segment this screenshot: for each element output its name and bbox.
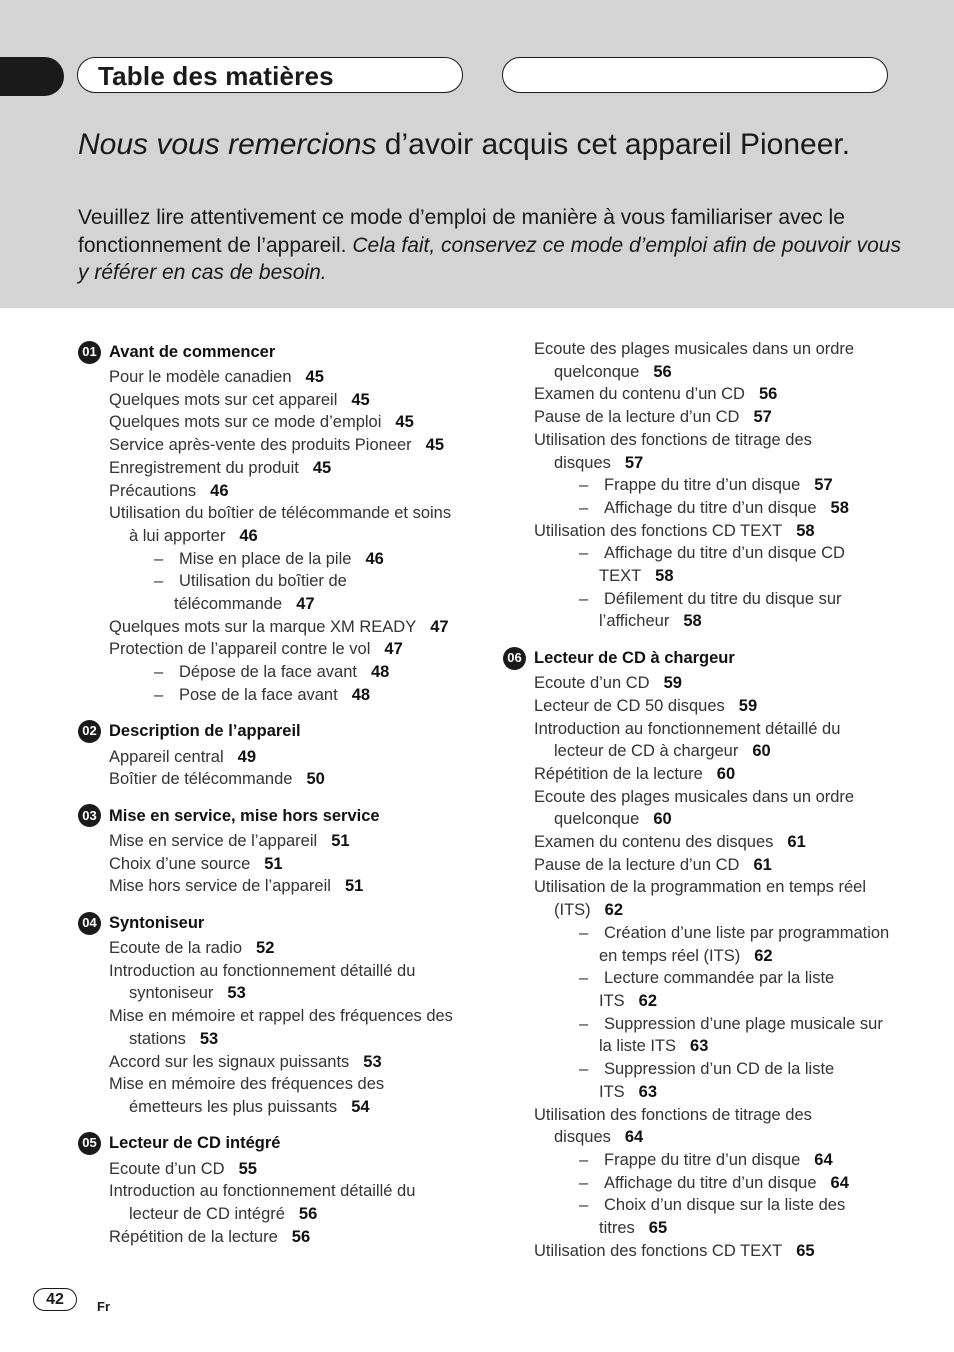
chapter-title: Syntoniseur: [109, 913, 205, 932]
entry-text: Examen du contenu d’un CD: [534, 385, 745, 404]
toc-entry: [78, 434, 458, 457]
entry-text: Mise en mémoire et rappel des fréquences des stations: [109, 1007, 453, 1048]
entry-text: Répétition de la lecture: [109, 1227, 278, 1246]
entry-text: Mise en mémoire des fréquences des émetteurs les plus puissants: [109, 1075, 385, 1116]
toc-entry: [503, 383, 893, 406]
toc-subentry: [503, 1172, 893, 1195]
toc-entry: [78, 638, 458, 661]
entry-text: Utilisation de la programmation en temps réel (ITS): [534, 878, 866, 920]
dash-bullet: –: [579, 969, 589, 988]
toc-chapter-02: [78, 720, 458, 791]
entry-page-number: 60: [752, 742, 771, 761]
toc-entry: [503, 786, 893, 831]
toc-subentry: [503, 588, 893, 633]
entry-text: Enregistrement du produit: [109, 458, 299, 477]
entry-page-number: 62: [604, 901, 624, 920]
toc-entry: [78, 768, 458, 791]
dash-bullet: –: [579, 589, 589, 608]
entry-text: Choix d’un disque sur la liste des titres: [599, 1196, 846, 1238]
toc-subentry: [503, 542, 893, 587]
toc-entry: [503, 854, 893, 877]
entry-page-number: 58: [796, 521, 815, 540]
entry-text: Affichage du titre d’un disque: [604, 1173, 817, 1192]
toc-entry: [503, 672, 893, 695]
dash-bullet: –: [579, 544, 589, 563]
entry-text: Service après-vente des produits Pioneer: [109, 436, 412, 455]
entry-text: Mise hors service de l’appareil: [109, 877, 331, 896]
dash-bullet: –: [579, 498, 589, 517]
entry-text: Précautions: [109, 481, 197, 500]
entry-page-number: 61: [753, 855, 772, 874]
entry-page-number: 53: [199, 1029, 219, 1048]
chapter-title: Lecteur de CD à chargeur: [534, 648, 735, 667]
entry-page-number: 63: [690, 1037, 709, 1056]
toc-entry: [78, 502, 458, 547]
entry-text: Quelques mots sur la marque XM READY: [109, 617, 417, 636]
entry-page-number: 45: [425, 436, 445, 455]
toc-subentry: [503, 1013, 893, 1058]
toc-subentry: [503, 1058, 893, 1103]
intro-plain: Veuillez lire attentivement ce mode d’emploi de manière à vous familiariser avec le fonctionnement de l’appareil.: [78, 206, 845, 257]
toc-subentry: [503, 497, 893, 520]
entry-page-number: 57: [753, 408, 772, 427]
toc-entry: [78, 1158, 458, 1181]
toc-chapter-04: [78, 911, 458, 1119]
entry-text: Appareil central: [109, 747, 224, 766]
page-number-badge: 42: [33, 1288, 77, 1311]
dash-bullet: –: [579, 1196, 589, 1215]
dash-bullet: –: [579, 476, 589, 495]
entry-text: Choix d’une source: [109, 854, 251, 873]
toc-subentry: [78, 661, 458, 684]
entry-page-number: 52: [256, 939, 275, 958]
entry-page-number: 51: [264, 854, 283, 873]
chapter-heading: [78, 804, 458, 828]
toc-entry: [503, 338, 893, 383]
toc-entry: [503, 406, 893, 429]
toc-entry: [78, 746, 458, 769]
entry-page-number: 63: [638, 1082, 658, 1101]
entry-page-number: 55: [238, 1159, 257, 1178]
toc-entry: [78, 1226, 458, 1249]
chapter-number-badge: 02: [78, 720, 101, 743]
entry-page-number: 62: [754, 946, 773, 965]
toc-left-column: [78, 338, 458, 1249]
toc-entry: [503, 763, 893, 786]
dash-bullet: –: [579, 1173, 589, 1192]
chapter-number-badge: 05: [78, 1132, 101, 1155]
entry-page-number: 45: [395, 413, 414, 432]
toc-subentry: [78, 548, 458, 571]
chapter-heading: [78, 340, 458, 364]
toc-entry: [78, 1005, 458, 1050]
toc-subentry: [503, 967, 893, 1012]
chapter-number-badge: 04: [78, 912, 101, 935]
entry-page-number: 46: [365, 549, 384, 568]
entry-page-number: 65: [796, 1241, 815, 1260]
entry-text: Création d’une liste par programmation en temps réel (ITS): [599, 923, 890, 965]
entry-page-number: 51: [331, 831, 350, 850]
entry-page-number: 56: [298, 1205, 318, 1224]
entry-text: Accord sur les signaux puissants: [109, 1052, 350, 1071]
entry-text: Répétition de la lecture: [534, 764, 703, 783]
entry-page-number: 60: [716, 764, 736, 783]
intro-paragraph: [78, 204, 908, 287]
toc-entry: [503, 1104, 893, 1149]
entry-text: Pause de la lecture d’un CD: [534, 408, 740, 427]
entry-page-number: 54: [351, 1097, 370, 1116]
toc-entry: [78, 616, 458, 639]
entry-page-number: 51: [344, 877, 364, 896]
entry-text: Examen du contenu des disques: [534, 833, 774, 852]
toc-entry: [78, 830, 458, 853]
chapter-title: Description de l’appareil: [109, 722, 301, 741]
entry-page-number: 58: [830, 498, 849, 517]
entry-text: Frappe du titre d’un disque: [604, 1150, 801, 1169]
toc-subentry: [503, 1194, 893, 1239]
entry-text: Affichage du titre d’un disque CD TEXT: [599, 544, 845, 586]
entry-page-number: 47: [296, 595, 315, 614]
entry-text: Suppression d’un CD de la liste ITS: [599, 1060, 835, 1101]
toc-subentry: [78, 570, 458, 615]
toc-chapter-03: [78, 804, 458, 898]
entry-page-number: 59: [663, 674, 682, 693]
entry-text: Ecoute des plages musicales dans un ordre quelconque: [534, 787, 855, 829]
entry-page-number: 56: [758, 385, 778, 404]
entry-text: Suppression d’une plage musicale sur la liste ITS: [599, 1014, 883, 1056]
dash-bullet: –: [154, 663, 164, 682]
headline-italic: Nous vous remercions: [78, 128, 377, 161]
entry-page-number: 57: [624, 453, 644, 472]
entry-page-number: 45: [312, 458, 332, 477]
entry-text: Introduction au fonctionnement détaillé du lecteur de CD à chargeur: [534, 719, 841, 761]
entry-page-number: 48: [351, 685, 371, 704]
toc-entry: [78, 1073, 458, 1118]
dash-bullet: –: [579, 1060, 589, 1079]
toc-chapter-06: [503, 646, 893, 1262]
toc-entry: [78, 389, 458, 412]
entry-text: Utilisation des fonctions CD TEXT: [534, 1241, 783, 1260]
dash-bullet: –: [154, 572, 164, 591]
entry-text: Lecteur de CD 50 disques: [534, 696, 725, 715]
entry-page-number: 65: [648, 1219, 668, 1238]
entry-text: Utilisation des fonctions de titrage des disques: [534, 1105, 812, 1147]
language-code: Fr: [97, 1299, 110, 1314]
entry-text: Introduction au fonctionnement détaillé du syntoniseur: [109, 961, 416, 1003]
entry-page-number: 64: [624, 1128, 644, 1147]
toc-entry: [503, 695, 893, 718]
entry-page-number: 45: [351, 390, 370, 409]
entry-text: Ecoute d’un CD: [534, 674, 650, 693]
entry-text: Protection de l’appareil contre le vol: [109, 640, 371, 659]
empty-title-pill: [502, 57, 888, 93]
toc-entry: [78, 937, 458, 960]
dash-bullet: –: [579, 1014, 589, 1033]
entry-page-number: 46: [210, 481, 229, 500]
toc-subentry: [78, 684, 458, 707]
entry-text: Boîtier de télécommande: [109, 770, 293, 789]
entry-page-number: 64: [830, 1173, 849, 1192]
entry-text: Utilisation des fonctions CD TEXT: [534, 521, 783, 540]
entry-page-number: 56: [653, 362, 672, 381]
entry-text: Utilisation des fonctions de titrage des disques: [534, 430, 812, 472]
entry-text: Ecoute d’un CD: [109, 1159, 225, 1178]
chapter-number-badge: 03: [78, 804, 101, 827]
dash-bullet: –: [154, 685, 164, 704]
toc-entry: [78, 480, 458, 503]
chapter-number-badge: 01: [78, 341, 101, 364]
toc-entry: [78, 853, 458, 876]
entry-text: Ecoute des plages musicales dans un ordre quelconque: [534, 340, 855, 381]
toc-entry: [503, 718, 893, 763]
entry-page-number: 58: [655, 567, 674, 586]
toc-chapter-05-continued: [503, 338, 893, 633]
entry-text: Frappe du titre d’un disque: [604, 476, 801, 495]
toc-subentry: [503, 922, 893, 967]
chapter-heading: [503, 646, 893, 670]
chapter-title: Avant de commencer: [109, 342, 276, 361]
entry-page-number: 58: [683, 612, 702, 631]
toc-subentry: [503, 474, 893, 497]
entry-page-number: 61: [787, 833, 806, 852]
entry-page-number: 47: [430, 617, 449, 636]
entry-text: Pause de la lecture d’un CD: [534, 855, 740, 874]
entry-text: Défilement du titre du disque sur l’afficheur: [599, 589, 842, 631]
entry-page-number: 59: [738, 696, 758, 715]
entry-text: Quelques mots sur ce mode d’emploi: [109, 413, 382, 432]
entry-text: Utilisation du boîtier de télécommande: [174, 572, 347, 614]
toc-entry: [503, 429, 893, 474]
toc-entry: [503, 831, 893, 854]
entry-page-number: 46: [239, 526, 258, 545]
toc-entry: [78, 960, 458, 1005]
entry-text: Lecture commandée par la liste ITS: [599, 969, 835, 1010]
section-tab-marker: [0, 57, 64, 96]
toc-entry: [503, 520, 893, 543]
entry-text: Pose de la face avant: [179, 685, 338, 704]
section-title-pill: [77, 57, 463, 93]
chapter-heading: [78, 1132, 458, 1156]
chapter-number-badge: 06: [503, 647, 526, 670]
toc-right-column: [503, 338, 893, 1262]
entry-page-number: 64: [814, 1150, 833, 1169]
entry-page-number: 60: [653, 810, 672, 829]
toc-entry: [78, 411, 458, 434]
page-headline: [78, 128, 898, 162]
toc-entry: [78, 1180, 458, 1225]
entry-text: Utilisation du boîtier de télécommande et soins à lui apporter: [109, 504, 452, 545]
intro-italic: Cela fait, conservez ce mode d’emploi afin de pouvoir vous y référer en cas de besoin.: [78, 233, 901, 284]
chapter-title: Lecteur de CD intégré: [109, 1134, 281, 1153]
toc-entry: [78, 457, 458, 480]
chapter-heading: [78, 911, 458, 935]
entry-page-number: 47: [384, 640, 403, 659]
entry-text: Dépose de la face avant: [179, 663, 357, 682]
dash-bullet: –: [154, 549, 164, 568]
entry-page-number: 62: [638, 991, 658, 1010]
section-title: Table des matières: [98, 61, 334, 91]
toc-entry: [78, 366, 458, 389]
toc-entry: [503, 876, 893, 921]
entry-text: Introduction au fonctionnement détaillé du lecteur de CD intégré: [109, 1182, 416, 1224]
entry-page-number: 53: [227, 984, 246, 1003]
entry-page-number: 53: [363, 1052, 382, 1071]
entry-page-number: 56: [291, 1227, 311, 1246]
chapter-title: Mise en service, mise hors service: [109, 806, 380, 825]
entry-page-number: 45: [305, 368, 324, 386]
entry-text: Pour le modèle canadien: [109, 368, 292, 386]
toc-entry: [503, 1240, 893, 1263]
toc-entry: [78, 1051, 458, 1074]
dash-bullet: –: [579, 923, 589, 942]
entry-page-number: 57: [814, 476, 833, 495]
entry-text: Mise en service de l’appareil: [109, 831, 318, 850]
chapter-heading: [78, 720, 458, 744]
toc-entry: [78, 875, 458, 898]
headline-rest: d’avoir acquis cet appareil Pioneer.: [376, 128, 851, 161]
entry-text: Mise en place de la pile: [179, 549, 352, 568]
entry-text: Affichage du titre d’un disque: [604, 498, 817, 517]
entry-page-number: 49: [237, 747, 257, 766]
header-band: [0, 0, 954, 308]
entry-text: Quelques mots sur cet appareil: [109, 390, 338, 409]
entry-page-number: 50: [306, 770, 325, 789]
dash-bullet: –: [579, 1150, 589, 1169]
entry-text: Ecoute de la radio: [109, 939, 243, 958]
toc-subentry: [503, 1149, 893, 1172]
toc-chapter-05: [78, 1132, 458, 1249]
toc-chapter-01: [78, 340, 458, 707]
entry-page-number: 48: [370, 663, 390, 682]
